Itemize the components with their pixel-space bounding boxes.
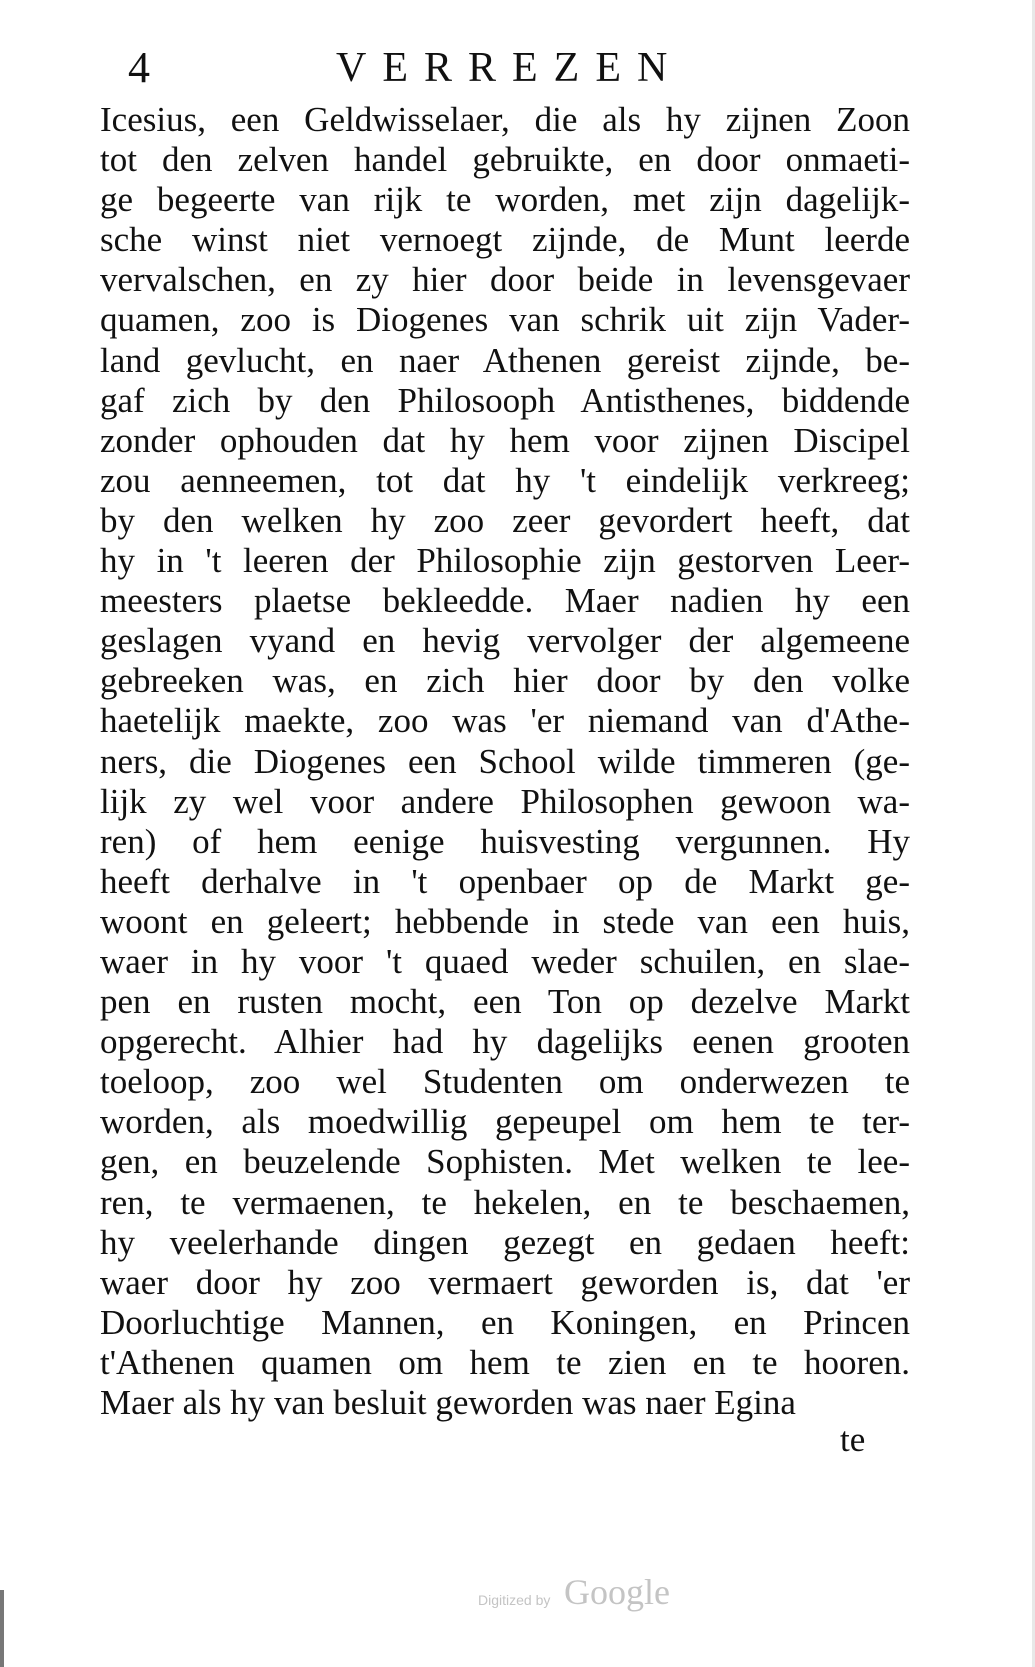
text-line: pen en rusten mocht, een Ton op dezelve Markt (100, 982, 910, 1022)
text-line: sche winst niet vernoegt zijnde, de Munt leerde (100, 220, 910, 260)
page-number: 4 (128, 43, 150, 92)
text-line: tot den zelven handel gebruikte, en door onmaeti- (100, 140, 910, 180)
text-line: Doorluchtige Mannen, en Koningen, en Princen (100, 1302, 910, 1342)
text-line: quamen, zoo is Diogenes van schrik uit zijn Vader- (100, 300, 910, 340)
text-line: zou aenneemen, tot dat hy 't eindelijk verkreeg; (100, 460, 910, 500)
text-line: geslagen vyand en hevig vervolger der algemeene (100, 621, 910, 661)
page-header (122, 38, 722, 98)
watermark-prefix: Digitized by (478, 1592, 551, 1608)
text-line: hy veelerhande dingen gezegt en gedaen heeft: (100, 1222, 910, 1262)
text-line: ren, te vermaenen, te hekelen, en te beschaemen, (100, 1182, 910, 1222)
text-line: hy in 't leeren der Philosophie zijn gestorven Leer- (100, 541, 910, 581)
text-line: meesters plaetse bekleedde. Maer nadien hy een (100, 581, 910, 621)
text-line: opgerecht. Alhier had hy dagelijks eenen grooten (100, 1022, 910, 1062)
text-line: land gevlucht, en naer Athenen gereist zijnde, be- (100, 340, 910, 380)
text-line: Maer als hy van besluit geworden was naer Egina (100, 1383, 796, 1422)
text-line: ren) of hem eenige huisvesting vergunnen. Hy (100, 821, 910, 861)
text-line: worden, als moedwillig gepeupel om hem te ter- (100, 1102, 910, 1142)
text-line: heeft derhalve in 't openbaer op de Markt ge- (100, 861, 910, 901)
text-line: waer in hy voor 't quaed weder schuilen, en slae- (100, 941, 910, 981)
text-line: toeloop, zoo wel Studenten om onderwezen te (100, 1062, 910, 1102)
text-line: ge begeerte van rijk te worden, met zijn dagelijk- (100, 180, 910, 220)
text-line: t'Athenen quamen om hem te zien en te hooren. (100, 1342, 910, 1382)
text-line: haetelijk maekte, zoo was 'er niemand van d'Athe- (100, 701, 910, 741)
catchword: te (840, 1420, 866, 1459)
watermark-brand: Google (564, 1572, 670, 1612)
text-line: ners, die Diogenes een School wilde timmeren (ge- (100, 741, 910, 781)
text-line: lijk zy wel voor andere Philosophen gewoon wa- (100, 781, 910, 821)
running-title: VERREZEN (336, 45, 684, 91)
text-line: vervalschen, en zy hier door beide in levensgevaer (100, 260, 910, 300)
text-line: waer door hy zoo vermaert geworden is, dat 'er (100, 1262, 910, 1302)
text-line: Icesius, een Geldwisselaer, die als hy zijnen Zoon (100, 100, 910, 139)
text-line: woont en geleert; hebbende in stede van een huis, (100, 901, 910, 941)
text-line: zonder ophouden dat hy hem voor zijnen Discipel (100, 420, 910, 460)
body-text (100, 100, 910, 1423)
binding-edge (0, 1590, 4, 1667)
text-line: by den welken hy zoo zeer gevordert heeft, dat (100, 500, 910, 540)
text-line: gen, en beuzelende Sophisten. Met welken te lee- (100, 1142, 910, 1182)
digitized-watermark (478, 1568, 708, 1618)
text-line: gebreeken was, en zich hier door by den volke (100, 661, 910, 701)
text-line: gaf zich by den Philosooph Antisthenes, biddende (100, 380, 910, 420)
